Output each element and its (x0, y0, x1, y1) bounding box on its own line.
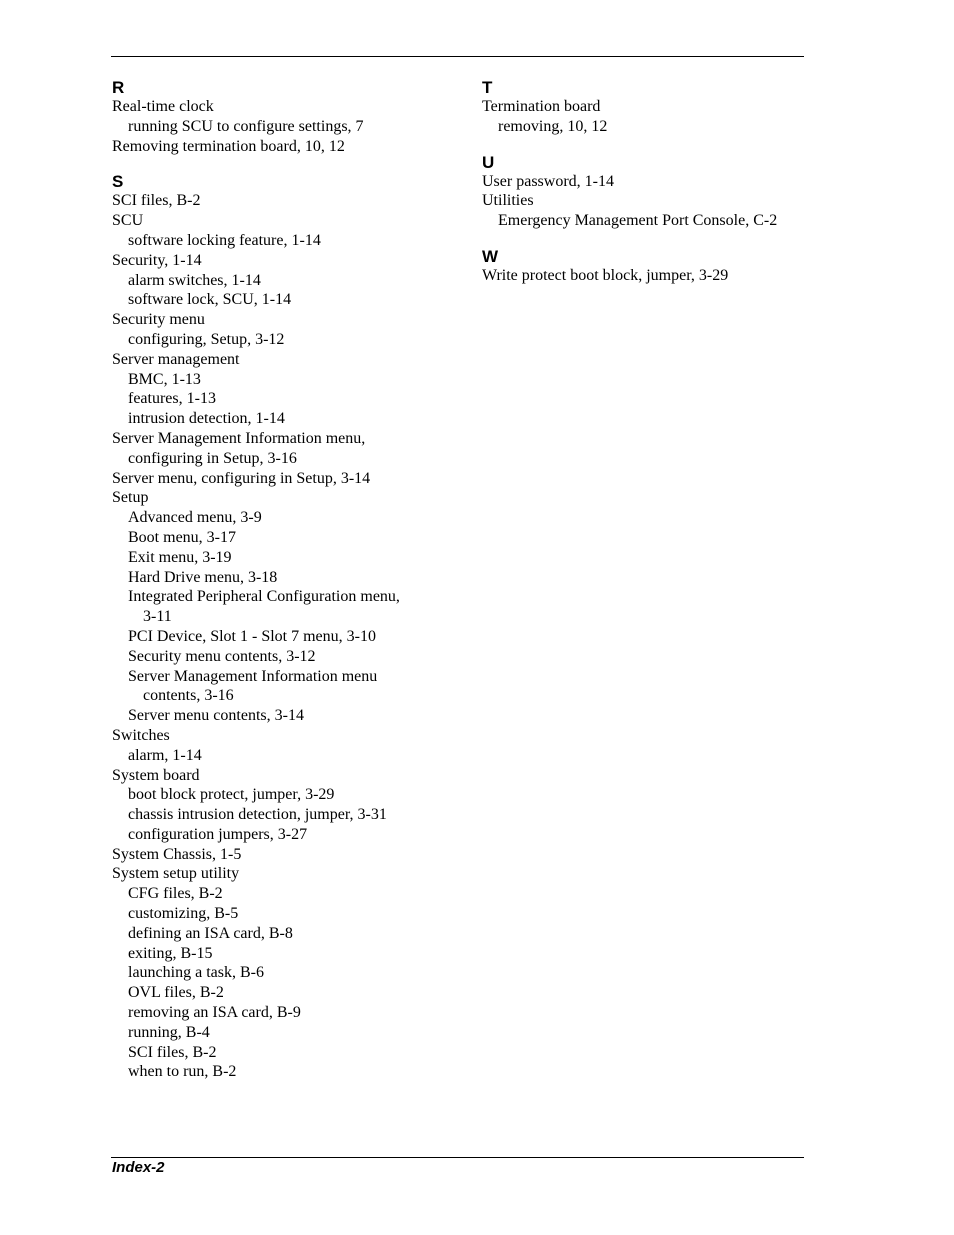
index-subentry: running SCU to configure settings, 7 (128, 117, 364, 135)
index-entry: Setup (112, 489, 149, 507)
index-section (112, 78, 462, 156)
index-subentry: contents, 3-16 (143, 687, 234, 705)
index-entry: Termination board (482, 98, 601, 115)
index-entry: Security menu (112, 311, 205, 329)
index-entry: SCU (112, 212, 144, 230)
index-subentry: BMC, 1-13 (128, 370, 201, 388)
index-entry: SCI files, B-2 (112, 192, 201, 210)
index-subentry: 3-11 (143, 608, 172, 626)
index-subentry: Integrated Peripheral Configuration menu, (128, 588, 400, 606)
index-subentry: Advanced menu, 3-9 (128, 509, 262, 527)
index-subentry: chassis intrusion detection, jumper, 3-31 (128, 806, 387, 824)
index-subentry: software lock, SCU, 1-14 (128, 291, 292, 309)
index-entry: Write protect boot block, jumper, 3-29 (482, 266, 729, 284)
index-column-left (112, 78, 462, 1098)
index-subentry: configuration jumpers, 3-27 (128, 825, 308, 843)
index-subentry: Boot menu, 3-17 (128, 528, 236, 546)
index-subentry: removing an ISA card, B-9 (128, 1004, 301, 1022)
index-entry: Server management (112, 350, 240, 368)
index-subentry: configuring, Setup, 3-12 (128, 330, 285, 348)
index-subentry: Exit menu, 3-19 (128, 548, 232, 566)
index-subentry: configuring in Setup, 3-16 (128, 449, 297, 467)
index-entry: System setup utility (112, 865, 240, 883)
section-letter-heading: U (482, 152, 495, 172)
index-entry: Utilities (482, 192, 534, 210)
index-subentry: OVL files, B-2 (128, 984, 224, 1002)
header-rule (111, 56, 804, 57)
index-entry: Security, 1-14 (112, 251, 202, 269)
index-subentry: exiting, B-15 (128, 944, 213, 962)
index-subentry: launching a task, B-6 (128, 964, 264, 982)
section-letter-heading: R (112, 78, 125, 97)
index-entry: System board (112, 766, 200, 784)
index-subentry: when to run, B-2 (128, 1063, 237, 1081)
index-subentry: Server Management Information menu (128, 667, 378, 685)
index-subentry: Server menu contents, 3-14 (128, 707, 304, 725)
index-section (482, 247, 812, 286)
index-column-right (482, 78, 812, 302)
index-subentry: Hard Drive menu, 3-18 (128, 568, 278, 586)
index-entry: Switches (112, 726, 170, 744)
index-subentry: features, 1-13 (128, 390, 216, 408)
index-subentry: alarm switches, 1-14 (128, 271, 261, 289)
index-subentry: intrusion detection, 1-14 (128, 410, 285, 428)
index-entry: System Chassis, 1-5 (112, 845, 242, 863)
index-entry: Removing termination board, 10, 12 (112, 137, 345, 155)
index-subentry: customizing, B-5 (128, 905, 239, 923)
index-section (112, 172, 462, 1082)
index-subentry: PCI Device, Slot 1 - Slot 7 menu, 3-10 (128, 627, 376, 645)
index-entry: Real-time clock (112, 98, 214, 115)
index-entry: Server menu, configuring in Setup, 3-14 (112, 469, 371, 487)
index-subentry: Security menu contents, 3-12 (128, 647, 316, 665)
footer-rule (111, 1157, 804, 1158)
section-letter-heading: W (482, 246, 499, 266)
index-subentry: SCI files, B-2 (128, 1043, 217, 1061)
index-subentry: defining an ISA card, B-8 (128, 924, 293, 942)
index-section (482, 153, 812, 231)
section-letter-heading: S (112, 172, 124, 192)
index-subentry: CFG files, B-2 (128, 885, 223, 903)
section-letter-heading: T (482, 78, 493, 97)
index-subentry: boot block protect, jumper, 3-29 (128, 786, 335, 804)
index-entry: User password, 1-14 (482, 172, 614, 190)
index-entry: Server Management Information menu, (112, 429, 366, 447)
index-subentry: Emergency Management Port Console, C-2 (498, 212, 778, 230)
index-section (482, 78, 812, 137)
index-subentry: alarm, 1-14 (128, 746, 202, 764)
index-subentry: running, B-4 (128, 1023, 210, 1041)
index-subentry: software locking feature, 1-14 (128, 231, 321, 249)
index-subentry: removing, 10, 12 (498, 117, 608, 135)
page-number: Index-2 (112, 1159, 165, 1176)
